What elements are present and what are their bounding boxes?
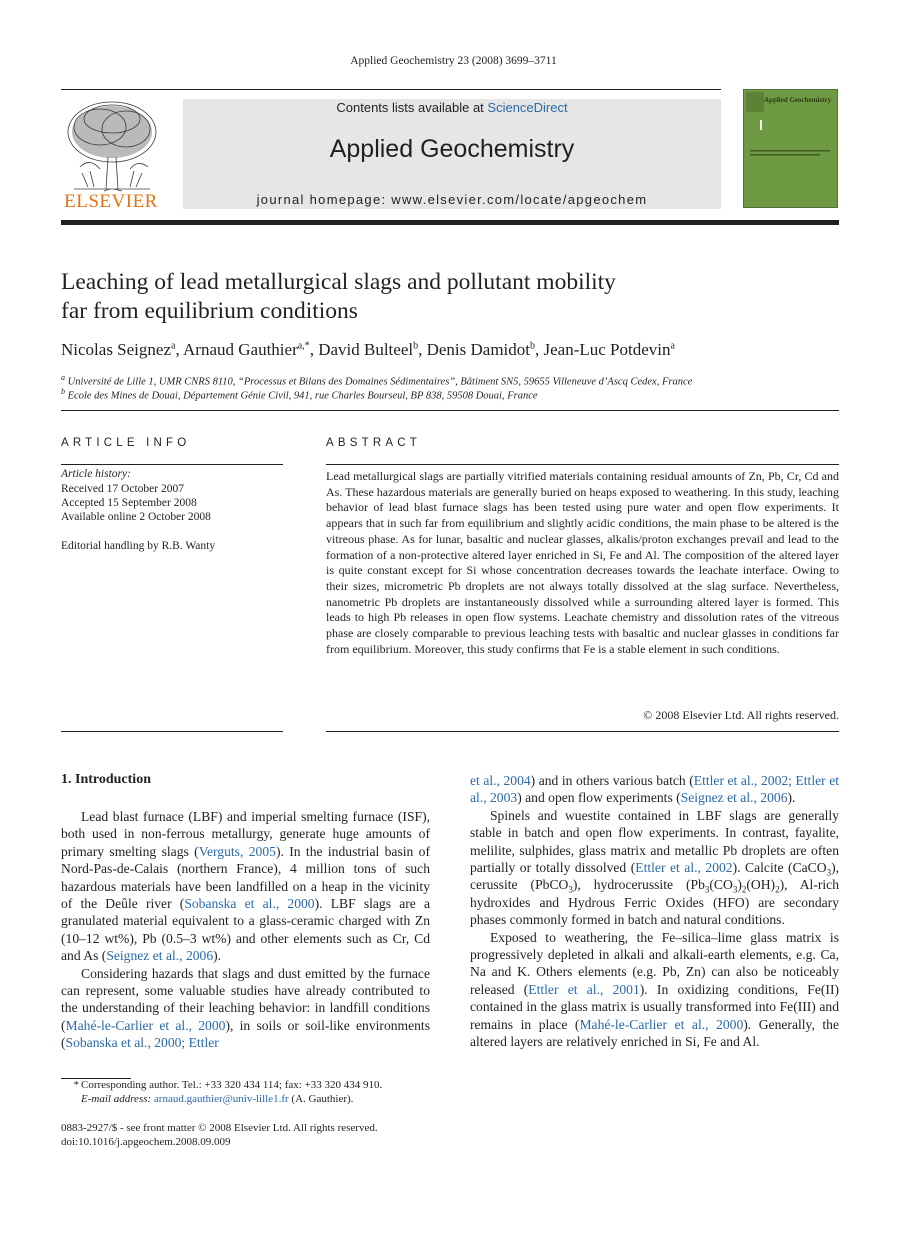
text-run: (CO bbox=[709, 877, 733, 893]
masthead-bottom-rule bbox=[61, 220, 839, 225]
text-run: ). Generally, the altered layers are relatively enriched in Si, Fe and Al. bbox=[470, 1016, 839, 1050]
email-suffix: (A. Gauthier). bbox=[288, 1093, 354, 1105]
email-footnote bbox=[81, 1092, 353, 1107]
citation-link[interactable]: Mahé-le-Carlier et al., 2000 bbox=[579, 1016, 744, 1032]
paragraph bbox=[61, 965, 430, 1052]
abstract-copyright: © 2008 Elsevier Ltd. All rights reserved. bbox=[643, 708, 839, 722]
subscript: 3 bbox=[732, 885, 738, 896]
footnote-star: * bbox=[73, 1079, 79, 1091]
article-history-label: Article history: bbox=[61, 468, 131, 480]
affiliation-text: Ecole des Mines de Douai, Département Génie Civil, 941, rue Charles Bourseul, BP 838, 59508 Douai, France bbox=[67, 390, 538, 402]
footnote-text: Corresponding author. Tel.: +33 320 434 114; fax: +33 320 434 910. bbox=[81, 1079, 383, 1091]
author-affil-sup[interactable]: b bbox=[530, 340, 535, 352]
text-run: ). bbox=[787, 790, 796, 806]
article-info-rule bbox=[61, 464, 283, 465]
paragraph bbox=[470, 772, 839, 807]
doi-line[interactable]: doi:10.1016/j.apgeochem.2008.09.009 bbox=[61, 1136, 231, 1148]
text-run: Considering hazards that slags and dust emitted by the furnace can represent, some valuable studies have already contributed to the understanding of their leaching behavior: in landfill conditions ( bbox=[61, 965, 430, 1033]
author-affil-sup[interactable]: a bbox=[171, 340, 176, 352]
abstract-heading: ABSTRACT bbox=[326, 437, 421, 449]
affiliation-a bbox=[61, 373, 839, 388]
editorial-handling: Editorial handling by R.B. Wanty bbox=[61, 540, 216, 552]
citation-link[interactable]: Seignez et al., 2006 bbox=[106, 948, 214, 964]
affiliation-text: Université de Lille 1, UMR CNRS 8110, “Processus et Bilans des Domaines Sédimentaires”, Bâtiment SN5, 59655 Villeneuve d’Ascq Cedex, France bbox=[67, 376, 693, 388]
author-affil-sup[interactable]: b bbox=[413, 340, 419, 352]
text-run: ), in soils or soil-like environments ( bbox=[61, 1017, 431, 1051]
corresponding-author-footnote bbox=[61, 1078, 430, 1093]
subscript: 2 bbox=[775, 885, 780, 896]
affiliation-marker: a bbox=[61, 373, 65, 382]
affiliation-rule bbox=[61, 410, 839, 411]
article-title-line-1: Leaching of lead metallurgical slags and pollutant mobility bbox=[61, 269, 616, 295]
article-info-bottom-rule bbox=[61, 731, 283, 732]
elsevier-wordmark: ELSEVIER bbox=[64, 191, 158, 212]
text-run: ). Calcite (CaCO bbox=[732, 860, 827, 876]
contents-line bbox=[183, 100, 721, 115]
paragraph bbox=[61, 808, 430, 965]
article-info-heading: ARTICLE INFO bbox=[61, 437, 191, 449]
affiliation-b bbox=[61, 387, 839, 402]
author-name[interactable]: Denis Damidot bbox=[426, 340, 530, 359]
text-run: ). In oxidizing conditions, Fe(II) contained in the glass matrix is usually transformed into Fe(III) and remains in place ( bbox=[470, 981, 839, 1032]
paragraph bbox=[470, 929, 839, 1051]
journal-reference: Applied Geochemistry 23 (2008) 3699–3711 bbox=[350, 55, 557, 67]
journal-homepage[interactable]: journal homepage: www.elsevier.com/locate/apgeochem bbox=[256, 192, 648, 207]
journal-title: Applied Geochemistry bbox=[329, 135, 575, 163]
subscript: 2 bbox=[741, 885, 747, 896]
text-run: ) and in others various batch ( bbox=[530, 773, 694, 788]
email-label: E-mail address: bbox=[81, 1093, 152, 1105]
text-run: ) bbox=[737, 877, 742, 893]
text-run: ), hydrocerussite (Pb bbox=[572, 877, 705, 893]
email-link[interactable]: arnaud.gauthier@univ-lille1.fr bbox=[153, 1093, 289, 1105]
citation-link[interactable]: Ettler et al., 2002; Ettler et al., 2003 bbox=[470, 773, 840, 806]
text-run: ), Al-rich hydroxides and Hydrous Ferric Oxides (HFO) are secondary phases commonly formed in batch and natural conditions. bbox=[470, 877, 839, 928]
received-date: Received 17 October 2007 bbox=[61, 483, 184, 495]
abstract-bottom-rule bbox=[326, 731, 839, 732]
abstract-rule bbox=[326, 464, 839, 465]
body-column-right bbox=[470, 772, 839, 1051]
article-title-line-2: far from equilibrium conditions bbox=[61, 298, 358, 324]
citation-link[interactable]: et al., 2004 bbox=[470, 773, 531, 788]
citation-link[interactable]: Mahé-le-Carlier et al., 2000 bbox=[65, 1017, 226, 1033]
journal-cover-thumbnail bbox=[743, 89, 838, 208]
article-title bbox=[61, 268, 761, 326]
masthead-top-rule bbox=[61, 89, 721, 90]
subscript: 3 bbox=[568, 885, 573, 896]
text-run: ). bbox=[213, 948, 222, 964]
text-run: Spinels and wuestite contained in LBF slags are generally stable in batch and open flow experiments. In contrast, fayalite, melilite, sulphides, glass matrix and metallic Pb droplets are often partially or totally dissolved ( bbox=[470, 807, 839, 876]
citation-link[interactable]: Sobanska et al., 2000; Ettler bbox=[65, 1035, 219, 1051]
citation-link[interactable]: Seignez et al., 2006 bbox=[680, 790, 788, 806]
text-run: ) and open flow experiments ( bbox=[517, 790, 681, 806]
cover-artwork bbox=[744, 90, 837, 207]
text-run: ). In the industrial basin of Nord-Pas-de-Calais (northern France), 4 million tons of such hazardous materials have been landfilled on a heap in the vicinity of the Deûle river ( bbox=[61, 843, 431, 912]
available-online-date: Available online 2 October 2008 bbox=[61, 511, 211, 523]
author-affil-sup[interactable]: a,* bbox=[297, 340, 310, 352]
affiliation-marker: b bbox=[61, 387, 65, 396]
abstract-text: Lead metallurgical slags are partially vitrified materials containing residual amounts of Zn, Pb, Cr, Cd and As. These hazardous materials are generally buried on heaps exposed to weathering. In this study, leaching behavior of lead blast furnace slags has been tested using pure water and open flow experiments. It appears that in such far from equilibrium and slightly acidic conditions, the main phase to be altered is the vitreous phase. As for lunar, basaltic and nuclear glasses, alkalis/proton exchanges prevail and lead to the formation of a non-protective altered layer enriched in Si, Fe and Al. The composition of the altered layer is quite constant except for Si whose concentration decreases towards the leachate interface. Owing to their sizes, micrometric Pb droplets are not always totally dissolved at the slag surface. Nevertheless, nanometric Pb droplets are instantaneously dissolved while a surrounding altered layer is formed. This leads to high Pb releases in open flow systems. Leachate chemistry and dissolution rates of the vitreous phase are closely comparable to previous leaching tests with basaltic and nuclear glasses in conditions far from equilibrium. Moreover, this study confirms that Fe is a stable element in such conditions. bbox=[326, 469, 839, 656]
citation-link[interactable]: Ettler et al., 2002 bbox=[635, 860, 733, 876]
text-run: ). LBF slags are a granulated material equivalent to a glass-ceramic charged with Zn (10–12 wt%), Pb (0.5–3 wt%) and other elements such as Cr, Cd and As ( bbox=[61, 896, 431, 964]
cover-title: Applied Geochemistry bbox=[764, 96, 832, 104]
author-name[interactable]: Jean-Luc Potdevin bbox=[543, 340, 671, 359]
section-heading-introduction: 1. Introduction bbox=[61, 772, 151, 787]
text-run: ), cerussite (PbCO bbox=[470, 860, 839, 893]
text-run: (OH) bbox=[746, 877, 776, 893]
paragraph bbox=[470, 807, 839, 929]
contents-prefix: Contents lists available at bbox=[336, 100, 488, 115]
author-list: Nicolas Seignez$^a$, Arnaud Gauthier$^{a,*}$, David Bulteel$^b$, Denis Damidot$^b$, Jean-Luc Potdevin$^a$ bbox=[61, 340, 675, 359]
issn-line: 0883-2927/$ - see front matter © 2008 Elsevier Ltd. All rights reserved. bbox=[61, 1122, 378, 1134]
text-run: Lead blast furnace (LBF) and imperial smelting furnace (ISF), both used in non-ferrous metallurgy, generate huge amounts of primary smelting slags ( bbox=[61, 809, 430, 859]
subscript: 3 bbox=[826, 867, 832, 878]
citation-link[interactable]: Sobanska et al., 2000 bbox=[184, 896, 315, 912]
citation-link[interactable]: Verguts, 2005 bbox=[198, 843, 276, 859]
accepted-date: Accepted 15 September 2008 bbox=[61, 497, 197, 509]
body-column-left bbox=[61, 808, 430, 1052]
author-name[interactable]: Nicolas Seignez bbox=[61, 340, 171, 359]
subscript: 3 bbox=[704, 885, 710, 896]
author-name[interactable]: Arnaud Gauthier bbox=[183, 340, 298, 359]
sciencedirect-link[interactable]: ScienceDirect bbox=[487, 100, 568, 115]
text-run: Exposed to weathering, the Fe–silica–lime glass matrix is progressively depleted in alkali and alkali-earth elements, e.g. Ca, Na and K. Others elements (e.g. Pb, Zn) can also be noticeably released ( bbox=[470, 929, 839, 997]
author-affil-sup[interactable]: a bbox=[670, 340, 675, 352]
citation-link[interactable]: Ettler et al., 2001 bbox=[528, 981, 640, 997]
author-name[interactable]: David Bulteel bbox=[318, 340, 414, 359]
